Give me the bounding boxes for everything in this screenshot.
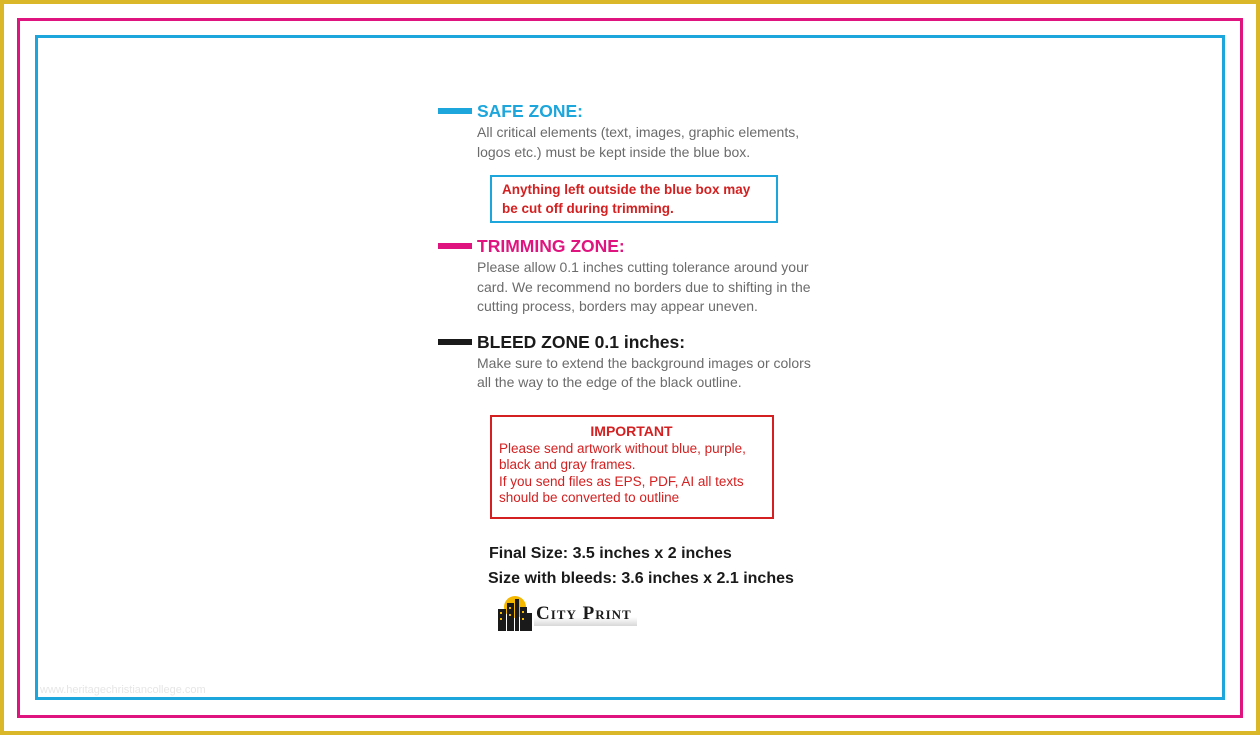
city-print-logo xyxy=(497,595,667,631)
warning-line: be cut off during trimming. xyxy=(502,201,674,216)
important-notice-box xyxy=(490,415,774,519)
important-paragraph: Please send artwork without blue, purple, black and gray frames. xyxy=(499,441,746,472)
safe-zone-heading: SAFE ZONE: xyxy=(477,101,583,121)
safe-zone-legend-bar xyxy=(438,108,472,114)
safe-zone-desc-line: All critical elements (text, images, graphic elements, xyxy=(477,124,800,140)
bleed-zone-description xyxy=(477,354,858,393)
bleed-zone-desc-line: Make sure to extend the background images or colors xyxy=(477,354,811,371)
trimming-zone-desc-line: cutting process, borders may appear uneven. xyxy=(477,298,758,314)
template-instructions xyxy=(438,100,858,591)
safe-zone-description xyxy=(477,123,858,162)
trimming-zone-desc-line: card. We recommend no borders due to shifting in the xyxy=(477,278,811,295)
bleed-zone-legend-bar xyxy=(438,339,472,345)
city-skyline-icon xyxy=(497,595,533,631)
trimming-zone-description xyxy=(477,258,858,317)
warning-line: Anything left outside the blue box may xyxy=(502,182,751,197)
safe-zone-section xyxy=(438,100,858,162)
size-with-bleeds-text: Size with bleeds: 3.6 inches x 2.1 inches xyxy=(488,569,794,587)
watermark-text: www.heritagechristiancollege.com xyxy=(40,684,206,696)
safe-zone-desc-line: logos etc.) must be kept inside the blue box. xyxy=(477,143,751,160)
trimming-zone-desc-line: Please allow 0.1 inches cutting tolerance around your xyxy=(477,259,809,275)
trimming-zone-section xyxy=(438,235,858,317)
logo-wordmark: City Print xyxy=(536,603,632,624)
bleed-zone-heading: BLEED ZONE 0.1 inches: xyxy=(477,331,686,352)
bleed-zone-section xyxy=(438,331,858,393)
important-paragraph: If you send files as EPS, PDF, AI all texts should be converted to outline xyxy=(499,474,744,505)
final-size-text: Final Size: 3.5 inches x 2 inches xyxy=(489,544,732,562)
cut-off-warning-box xyxy=(490,175,778,223)
trimming-zone-legend-bar xyxy=(438,243,472,249)
bleed-zone-desc-line: all the way to the edge of the black outline. xyxy=(477,374,742,390)
important-title: IMPORTANT xyxy=(590,422,673,439)
trimming-zone-heading: TRIMMING ZONE: xyxy=(477,236,625,256)
